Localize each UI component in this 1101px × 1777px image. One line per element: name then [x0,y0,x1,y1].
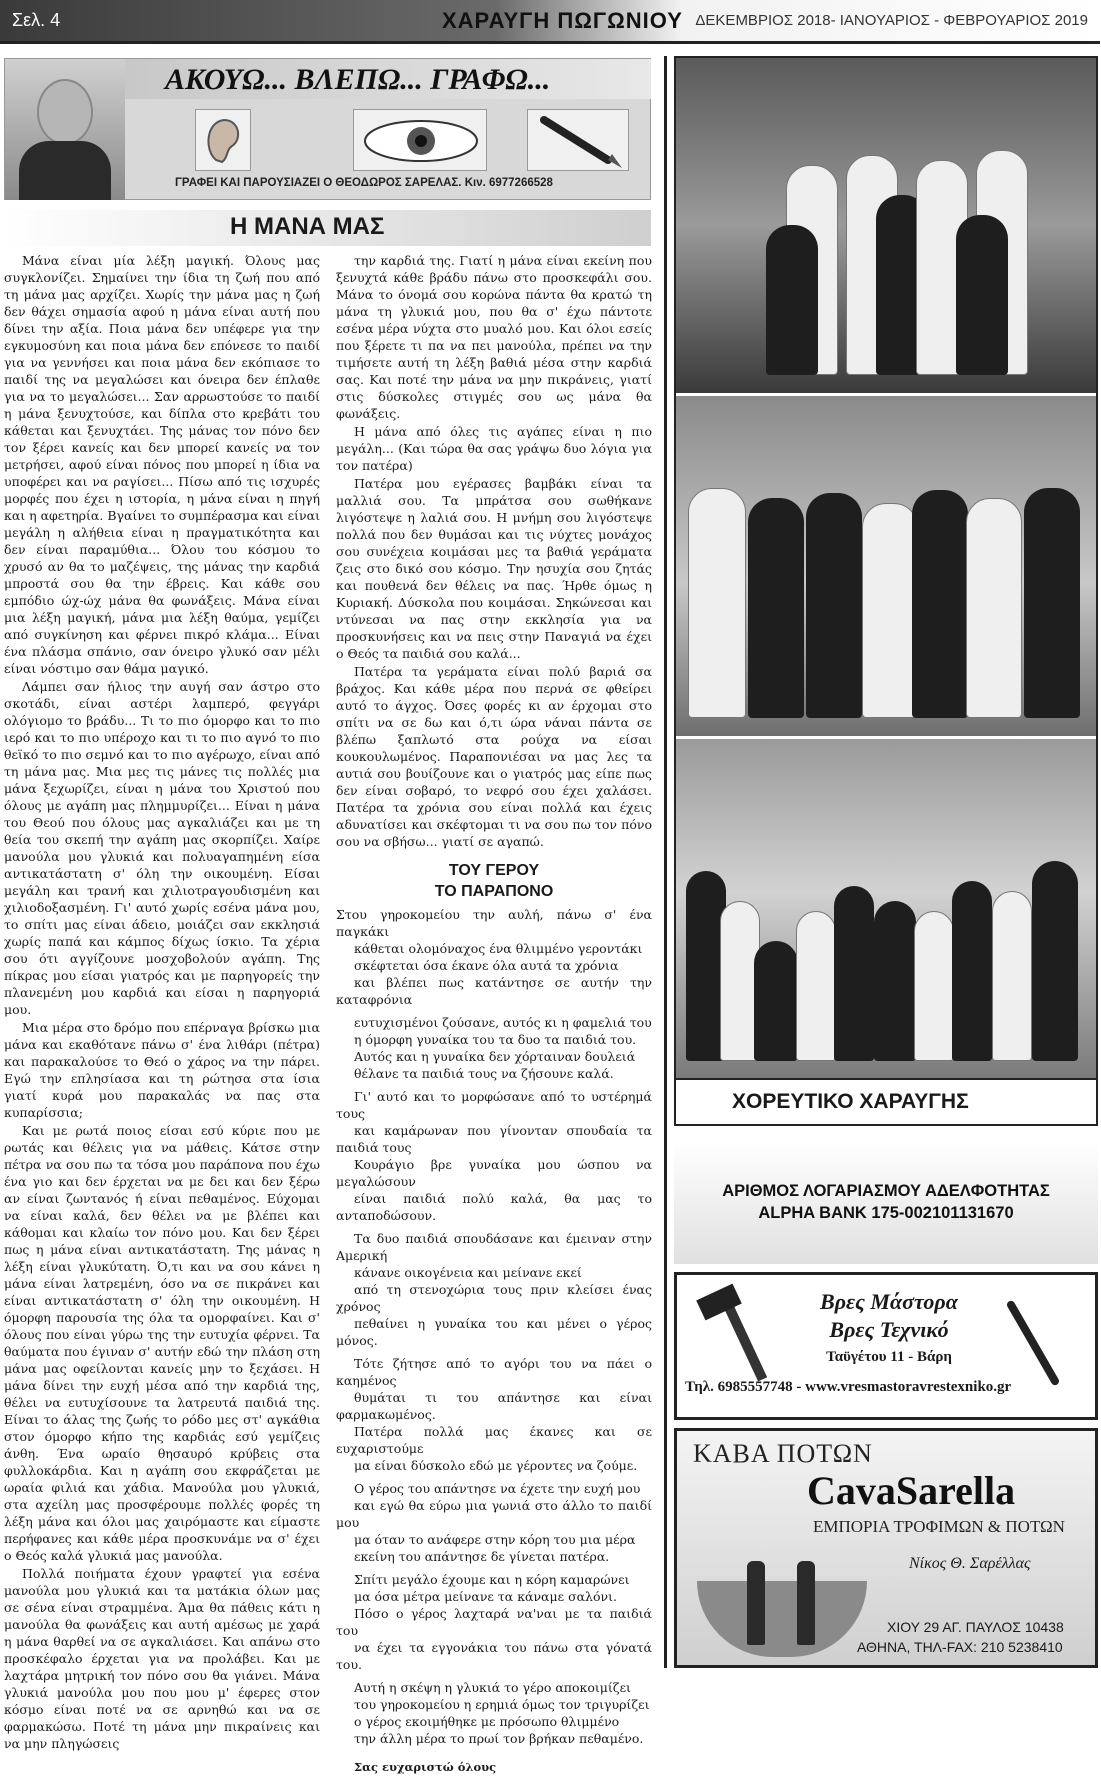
article-heading [4,210,651,246]
bottle-icon [797,1561,815,1645]
basket-icon [697,1581,867,1657]
poem-title: ΤΟΥ ΓΕΡΟΥ ΤΟ ΠΑΡΑΠΟΝΟ [434,862,554,900]
paragraph: την καρδιά της. Γιατί η μάνα είναι εκείνη που ξενυχτά κάθε βράδυ πάνω στο προσκεφάλι σου. Μάνα το όνομά σου κορώνα πάντα θα κρατώ τη μάνα τη γλυκιά μου, που θα σ' έχω πάντοτε εσένα μέρα νύχτα στο μυαλό μου. Και όλοι εσείς που ξέρετε τι πα να πει μανούλα, πρέπει να την τιμήσετε αυτή τη λέξη βαθιά μέσα στην καρδιά σας. Και ποτέ την μάνα να μην πικράνεις, γιατί στις δύσκολες στιγμές σου ως μάνα θα φωνάξεις. [336,253,652,421]
photo-caption: ΧΟΡΕΥΤΙΚΟ ΧΑΡΑΥΓΗΣ [676,1078,1096,1124]
poem-stanza: Στου γηροκομείου την αυλή, πάνω σ' ένα παγκάκι κάθεται ολομόναχος ένα θλιμμένο γεροντάκι σκέφτεται όσα έκανε όλα αυτά τα χρόνια και βλέπει πως κατάντησε σε αυτήν την καταφρόνια [336,907,652,1007]
page-number: Σελ. 4 [12,10,61,30]
paragraph: Μάνα είναι μία λέξη μαγική. Όλους μας συγκλονίζει. Σημαίνει την ίδια τη ζωή που από τη μάνα μας αρχίζει. Χωρίς την μάνα μας η ζωή δεν θάχει σημασία αφού η μάνα είναι αυτή που δίνει την αξία. Ποια μάνα δεν υπέφερε για την εγκυμοσύνη και ποια μάνα δεν επόνεσε το παιδί για να γεννήσει και ποια μάνα δεν εκόπιασε το παιδί της να μεγαλώσει και όνειρα δεν έπλαθε για να το μεγαλώσει... Σαν αρρωστούσε το παιδί η μάνα ξενυχτούσε, και δίπλα στο κρεβάτι του κάθεται και ξενυχτάει. Της μάνας τον πόνο δεν τον ξέρει κανείς και δεν μπορεί κανείς να τον μετρήσει, αφού είναι πόνος που μπορεί η ίδια να υποφέρει και να ραγίσει... Πίσω από τις ισχυρές μορφές που έχει η ιστορία, η μάνα είναι η πηγή και η αφετηρία. Βγαίνει το συμπέρασμα και είναι μεγάλη η αλήθεια είναι η πραγματικότητα και δεν είναι παραμύθια... Όλου του κόσμου το χρυσό αν θα το μαζέψεις, της μάνας την καρδιά μπροστά σου θα την έβρεις. Και κάθε σου εμπόδιο ώχ-ώχ μάνα θα φωνάξεις. Μάνα είναι μια λέξη μαγική, μάνα μια λέξη θαύμα, γεμίζει από συγκίνηση και φέρνει πικρό κλάμα... Είναι ένα πλάσμα σπάνιο, σαν όνειρο γλυκό σαν μέλι είναι νόστιμο σαν θάμα μαγικό. [4,253,320,676]
ad-address-1: ΧΙΟΥ 29 ΑΓ. ΠΑΥΛΟΣ 10438 [887,1619,1064,1635]
paragraph: Λάμπει σαν ήλιος την αυγή σαν άστρο στο σκοτάδι, είναι αστέρι λαμπερό, φεγγάρι ολόγιομο το βράδυ... Τι το πιο όμορφο και το πιο ιερό και το πιο υπέροχο και τι το πιο αγνό το πιο θεϊκό το πιο σεμνό και το πιο αγέρωχο, είναι από τη μάνα μας. Μια μες τις μάνες τις πολλές μια μάνα ξεχωρίζει, είναι η μάνα του Χριστού που όλους με αγάπη μας πλημμυρίζει... Είναι η μάνα του Θεού που όλους μας αγκαλιάζει και με τη θεία του σκεπή την αγάπη μας σκορπίζει. Χαίρε μανούλα μου γλυκιά και πολυαγαπημένη είσα αντικατάστατη σ' όλη την οικουμένη. Είσαι μεγάλη και τρανή και χιλιοτραγουδισμένη και χιλιοδοξασμένη. Γι' αυτό χωρίς εσένα μάνα μου, το σπίτι μας είναι άδειο, μοιάζει σαν εκκλησιά χωρίς παπά και κάμπος δίχως ίσκιο. Τα χέρια σου ότι αγγίζουνε μοσχοβολούν αγάπη. Της πίκρας μου είσαι γιατρός και με παρηγορείς την πλανεμένη μου καρδιά και είσαι η παρηγοριά μου. [4,679,320,1017]
paragraph: Μια μέρα στο δρόμο που επέρναγα βρίσκω μια μάνα και εκαθότανε πάνω σ' ένα λιθάρι (πέτρα) και παρακαλούσε το Θεό ο χάρος να την πάρει. Εγώ την επλησίασα και τη ρώτησα στα ίσια γιατί κυρά μου παρακαλάς να πας στα κυπαρίσσια; [4,1020,320,1120]
ad-contact: Τηλ. 6985557748 - www.vresmastoravrestexniko.gr [685,1379,1012,1395]
eye-icon [353,109,487,171]
ad-address: Ταϋγέτου 11 - Βάρη [826,1349,952,1365]
photo-dancers-group [676,739,1096,1079]
paragraph: Και με ρωτά ποιος είσαι εσύ κύριε που με ρωτάς και θέλεις για να μάθεις. Κάτσε στην πέτρα να σου πω τα τόσα μου παράπονα που έχω ένα γιο και δεν έρχεται να με δει και δεν ξέρω αν είναι ζωντανός ή είναι πεθαμένος. Εύχομαι να είναι καλά, δεν θέλει να με βλέπει και κάθομαι και κλαίω τον πόνο μου. Και δεν ξέρει πως η μάνα είναι αντικατάστατη. Της μάνας η λέξη είναι γλυκύτατη. Ό,τι και να σου κάνει η μάνα είναι λατρεμένη, όσο να σε πικράνει και είναι αντικατάστατη σ' όλη την οικουμένη. Η όμορφη παρουσία της όλα τα ομορφαίνει. Και σ' όλους που είναι γύρω της την ευτυχία φέρνει. Τα θαύματα που έγιναν σ' αυτήν εδώ την πλάση στη μάνα μας οφείλονται κανείς μην το ξεχάσει. Η μάνα δίνει την ευχή μέσα από την καρδιά της, θέλει να ευτυχίσουνε τα λατρευτά παιδιά της. Είναι το άλας της ζωής το ρόδο μες στ' αγκάθια στον όμορφο κήπο της καρδιάς εσύ γεμίζεις άνθη. Ένα ωραίο θησαυρό κρύβεις στα φυλλοκάρδια. Και η αγάπη σου εκφράζεται με ωραία φιλιά και χάδια. Μανούλα μου γλυκιά, στα αχείλη μας προσφέρουμε πολλές φορές τη λέξη μάνα και όλοι μας χαιρόμαστε και είμαστε περήφανες και κάθε μέρα προσκυνάμε να σ' έχει ο Θεός καλά γλυκιά μας μανούλα. [4,1123,320,1563]
issue-dates: ΔΕΚΕΜΒΡΙΟΣ 2018- ΙΑΝΟΥΑΡΙΟΣ - ΦΕΒΡΟΥΑΡΙΟΣ 2019 [695,12,1088,29]
pen-icon [527,109,629,171]
photo-panel [674,56,1098,1126]
account-number: ALPHA BANK 175-002101131670 [758,1204,1014,1222]
ad-address-2: ΑΘΗΝΑ, ΤΗΛ-FAX: 210 5238410 [857,1639,1063,1655]
bottle-icon [747,1561,765,1645]
ad-headline-1: Βρες Μάστορα [820,1289,958,1314]
column-divider [664,56,667,1668]
photo-dancers-women [676,396,1096,736]
ad-cavasarella [674,1428,1098,1668]
ad-kava-label: ΚΑΒΑ ΠΟΤΩΝ [693,1439,873,1468]
newspaper-title: ΧΑΡΑΥΓΗ ΠΩΓΩΝΙΟΥ [442,8,683,33]
article-column-1 [4,252,320,1753]
paragraph: Πολλά ποιήματα έχουν γραφτεί για εσένα μανούλα μου γλυκιά και τα ματάκια όλων μας σε σένα είναι στραμμένα. Άμα θα πάθεις κάτι η μανούλα θα φωνάξεις και αυτή αμέσως με χαρά η μάνα θαρθεί να σε αγκαλιάσει. Και απάνω στο προσκέφαλο έρχεται για να προλάβει. Και με λαχτάρα μητρική τον πόνο σου θα γιάνει. Μάνα γλυκιά μανούλα μου που μου μ' έφερες στον κόσμο είναι ποτέ να σε αρνηθώ και να σε φαρμακώσω. Ποτέ τη μάνα μην πικραίνεις και να μην πληγώσεις [4,1566,320,1751]
bank-account-box [674,1142,1098,1264]
account-label: ΑΡΙΘΜΟΣ ΛΟΓΑΡΙΑΣΜΟΥ ΑΔΕΛΦΟΤΗΤΑΣ [722,1182,1050,1200]
ad-headline-2: Βρες Τεχνικό [829,1317,949,1342]
photo-dancers-boys [676,58,1096,393]
paragraph: Πατέρα μου εγέρασες βαμβάκι είναι τα μαλλιά σου. Τα μπράτσα σου σωθήκανε λιγόστεψε η λαλιά σου. Η μνήμη σου λιγόστεψε πολλά που δεν θυμάσαι και τις νύχτες μονάχος σου συνέχεια κοιμάσαι μες τα βαθιά γεράματα ζεις στο δικό σου κόσμο. Την ησυχία σου ζητάς και πουθενά δεν θέλεις να πας. Ήρθε όμως η Κυριακή. Δύσκολα που κοιμάσαι. Σηκώνεσαι και ντύνεσαι να πας στην εκκλησία για να προσκυνήσεις και να πεις στην Παναγιά να έχει ο Θεός τα παιδιά σου καλά... [336,476,652,661]
poem-stanza: Τα δυο παιδιά σπουδάσανε και έμειναν στην Αμερική κάνανε οικογένεια και μείνανε εκεί από τη στενοχώρια τους πριν κλείσει ένας χρόνος πεθαίνει η γυναίκα του και μένει ο γέρος μόνος. [336,1231,652,1348]
ad-subtitle: ΕΜΠΟΡΙΑ ΤΡΟΦΙΜΩΝ & ΠΟΤΩΝ [813,1517,1065,1536]
ad-brand: CavaSarella [807,1468,1016,1513]
poem-stanza: Ο γέρος του απάντησε να έχετε την ευχή μου και εγώ θα εύρω μια γωνιά στο άλλο το παιδί μου μα όταν το ανάφερε στην κόρη του μια μέρα εκείνη του απάντησε δε γίνεται πατέρα. [336,1481,652,1564]
poem-stanza: Τότε ζήτησε από το αγόρι του να πάει ο καημένος θυμάται τι του απάντησε και είναι φαρμακωμένος. Πατέρα πολλά μας έκανες και σε ευχαριστούμε μα είναι δύσκολο εδώ με γέροντες να ζούμε. [336,1356,652,1473]
poem-stanza: Σπίτι μεγάλο έχουμε και η κόρη καμαρώνει μα όσα μέτρα μείνανε τα κάναμε σαλόνι. Πόσο ο γέρος λαχταρά να'ναι με τα παιδιά του να έχει τα εγγονάκια του πάνω στα γόνατά του. [336,1572,652,1672]
column-title: ΑΚΟΥΩ... ΒΛΕΠΩ... ΓΡΑΦΩ... [165,63,551,96]
article-title: Η ΜΑΝΑ ΜΑΣ [230,213,385,240]
poem-stanza: Αυτή η σκέψη η γλυκιά το γέρο αποκοιμίζει του γηροκομείου η ερημιά όμως τον τριγυρίζει ο γέρος εκοιμήθηκε με πρόσωπο θλιμμένο την άλλη μέρα το πρωί τον βρήκαν πεθαμένο. [354,1680,650,1746]
author-photo [5,59,125,200]
ad-owner: Νίκος Θ. Σαρέλλας [909,1555,1031,1572]
article-column-2 [336,252,652,1777]
ear-icon [195,109,251,171]
poem-stanza: Γι' αυτό και το μορφώσανε από το υστέρημά τους και καμάρωναν που γίνονταν σπουδαία τα παιδιά τους Κουράγιο βρε γυναίκα μου ώσπου να μεγαλώσουν είναι παιδιά πολύ καλά, θα μας το ανταποδώσουν. [336,1089,652,1223]
poem-stanza: ευτυχισμένοι ζούσανε, αυτός κι η φαμελιά του η όμορφη γυναίκα του τα δυο τα παιδιά του. Αυτός και η γυναίκα δεν χόρταιναν δουλειά θέλανε τα παιδιά τους να ζήσουνε καλά. [354,1015,652,1081]
column-banner [4,58,651,200]
column-byline: ΓΡΑΦΕΙ ΚΑΙ ΠΑΡΟΥΣΙΑΖΕΙ Ο ΘΕΟΔΩΡΟΣ ΣΑΡΕΛΑΣ. Κιν. 6977266528 [175,177,553,189]
signoff: Σας ευχαριστώ όλους [354,1760,497,1774]
paragraph: Πατέρα τα γεράματα είναι πολύ βαριά σα βράχος. Και κάθε μέρα που περνά σε φθείρει αυτό το άγχος. Όσες φορές κι αν έρχομαι στο σπίτι να σε δω και ό,τι ώρα νάναι πάντα σε βλέπω ξαπλωτό στα ρούχα να είσαι κουκουλωμένος. Παραπονιέσαι να μας λες τα αυτιά σου βουίζουνε και ο γιατρός μας είπε πως δεν είναι σοβαρό, το νεφρό σου έχει χαλάσει. Πατέρα τα χρόνια σου είναι πολλά και έχεις αδυνατίσει και σκέφτομαι τι να σου πω τον πόνο σου να σβήσω... γιατί σε αγαπώ. [336,664,652,849]
poem [336,906,652,1747]
page-header [0,0,1100,44]
ad-vres-mastora [674,1272,1098,1420]
paragraph: Η μάνα από όλες τις αγάπες είναι η πιο μεγάλη... (Και τώρα θα σας γράψω δυο λόγια για τον πατέρα) [336,424,652,473]
